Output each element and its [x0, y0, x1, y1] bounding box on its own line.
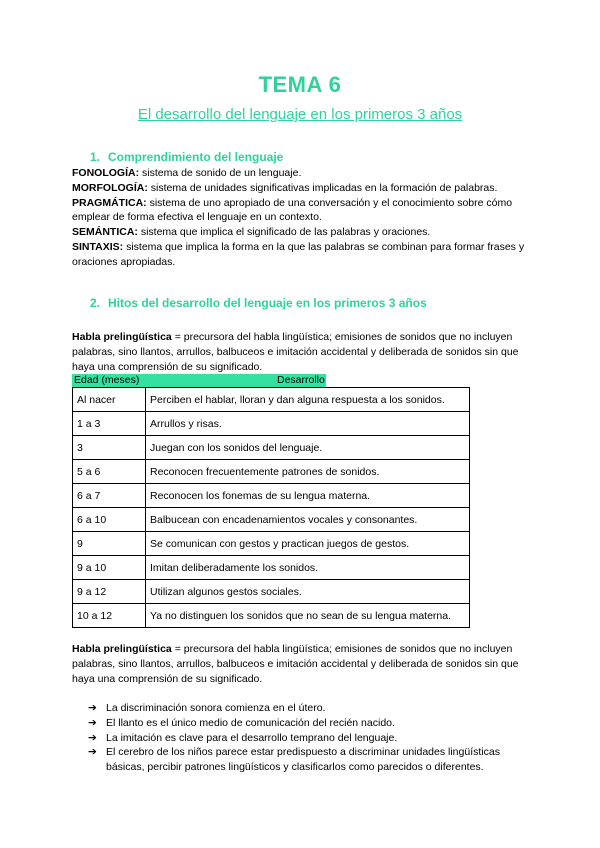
- arrow-right-icon: ➔: [88, 731, 97, 744]
- age-cell: 6 a 7: [73, 484, 146, 508]
- definition-text: sistema de sonido de un lenguaje.: [139, 167, 302, 179]
- definition-term: MORFOLOGÍA:: [72, 181, 148, 194]
- development-cell: Se comunican con gestos y practican juegos de gestos.: [146, 532, 470, 556]
- intro-text: = precursora del habla lingüística; emisiones de sonidos que no incluyen palabras, sino llantos, arrullos, balbuceos e imitación accidental y deliberada de sonidos sin que haya una comprensión de su significado.: [72, 643, 519, 685]
- age-cell: Al nacer: [73, 388, 146, 412]
- definition-text: sistema de uno apropiado de una conversación y el conocimiento sobre cómo emplear de forma efectiva el lenguaje en un contexto.: [72, 196, 513, 224]
- development-cell: Reconocen frecuentemente patrones de sonidos.: [146, 460, 470, 484]
- table-row: [73, 508, 470, 532]
- list-item-text: El llanto es el único medio de comunicación del recién nacido.: [106, 716, 395, 729]
- section-number: 2.: [90, 296, 101, 310]
- table-row: [73, 460, 470, 484]
- definition-text: sistema que implica la forma en la que las palabras se combinan para formar frases y oraciones apropiadas.: [72, 240, 525, 268]
- section-number: 1.: [90, 150, 101, 164]
- list-item: [88, 701, 528, 716]
- page-subtitle: El desarrollo del lenguaje en los primeros 3 años: [137, 106, 463, 123]
- age-cell: 1 a 3: [73, 412, 146, 436]
- definition-item: [72, 225, 532, 240]
- list-item: [88, 716, 528, 731]
- table-header-age: Edad (meses): [74, 374, 140, 386]
- intro-paragraph: [72, 330, 532, 374]
- arrow-right-icon: ➔: [88, 746, 97, 759]
- intro-term: Habla prelingüística: [72, 643, 172, 655]
- development-cell: Perciben el hablar, lloran y dan alguna respuesta a los sonidos.: [146, 388, 470, 412]
- table-row: [73, 604, 470, 628]
- development-cell: Imitan deliberadamente los sonidos.: [146, 556, 470, 580]
- age-cell: 6 a 10: [73, 508, 146, 532]
- section-heading-text: Comprendimiento del lenguaje: [108, 150, 284, 164]
- table-row: [73, 532, 470, 556]
- table-row: [73, 436, 470, 460]
- list-item-text: La discriminación sonora comienza en el útero.: [106, 702, 326, 714]
- intro-term: Habla prelingüística: [72, 331, 172, 343]
- development-cell: Balbucean con encadenamientos vocales y consonantes.: [146, 508, 470, 532]
- definition-term: PRAGMÁTICA:: [72, 196, 147, 209]
- definition-term: SINTAXIS:: [72, 240, 124, 253]
- section-heading-hitos: [90, 296, 427, 310]
- intro-paragraph-repeat: [72, 642, 532, 686]
- table-row: [73, 388, 470, 412]
- definition-item: [72, 196, 532, 226]
- definition-term: SEMÁNTICA:: [72, 226, 138, 239]
- table-row: [73, 484, 470, 508]
- list-item: [88, 745, 528, 775]
- list-item-text: La imitación es clave para el desarrollo temprano del lenguaje.: [106, 731, 398, 744]
- section-heading-text: Hitos del desarrollo del lenguaje en los primeros 3 años: [108, 296, 427, 310]
- age-cell: 10 a 12: [73, 604, 146, 628]
- intro-text: = precursora del habla lingüística; emisiones de sonidos que no incluyen palabras, sino llantos, arrullos, balbuceos e imitación accidental y deliberada de sonidos sin que haya una comprensión de su significado.: [72, 331, 519, 373]
- development-cell: Ya no distinguen los sonidos que no sean de su lengua materna.: [146, 604, 470, 628]
- table-row: [73, 412, 470, 436]
- age-cell: 5 a 6: [73, 460, 146, 484]
- definition-text: sistema que implica el significado de las palabras y oraciones.: [137, 226, 431, 239]
- table-header-development: Desarrollo: [277, 374, 325, 386]
- list-item: [88, 731, 528, 746]
- table-header: [72, 374, 326, 387]
- definitions-list: [72, 166, 532, 270]
- table-row: [73, 556, 470, 580]
- development-cell: Arrullos y risas.: [146, 412, 470, 436]
- definition-term: FONOLOGÍA:: [72, 167, 140, 179]
- age-cell: 9 a 12: [73, 580, 146, 604]
- table-row: [73, 580, 470, 604]
- age-cell: 9 a 10: [73, 556, 146, 580]
- bullet-list: [88, 701, 528, 775]
- section-heading-comprension: [90, 150, 283, 164]
- milestones-table: [72, 387, 470, 628]
- arrow-right-icon: ➔: [88, 716, 97, 729]
- age-cell: 3: [73, 436, 146, 460]
- page-title: TEMA 6: [258, 72, 342, 97]
- definition-item: [72, 166, 532, 181]
- arrow-right-icon: ➔: [88, 702, 97, 714]
- development-cell: Reconocen los fonemas de su lengua materna.: [146, 484, 470, 508]
- list-item-text: El cerebro de los niños parece estar predispuesto a discriminar unidades lingüísticas básicas, percibir patrones lingüísticos y clasificarlos como parecidos o diferentes.: [106, 746, 500, 774]
- development-cell: Juegan con los sonidos del lenguaje.: [146, 436, 470, 460]
- development-cell: Utilizan algunos gestos sociales.: [146, 580, 470, 604]
- age-cell: 9: [73, 532, 146, 556]
- definition-item: [72, 240, 532, 270]
- definition-text: sistema de unidades significativas implicadas en la formación de palabras.: [147, 181, 498, 194]
- definition-item: [72, 181, 532, 196]
